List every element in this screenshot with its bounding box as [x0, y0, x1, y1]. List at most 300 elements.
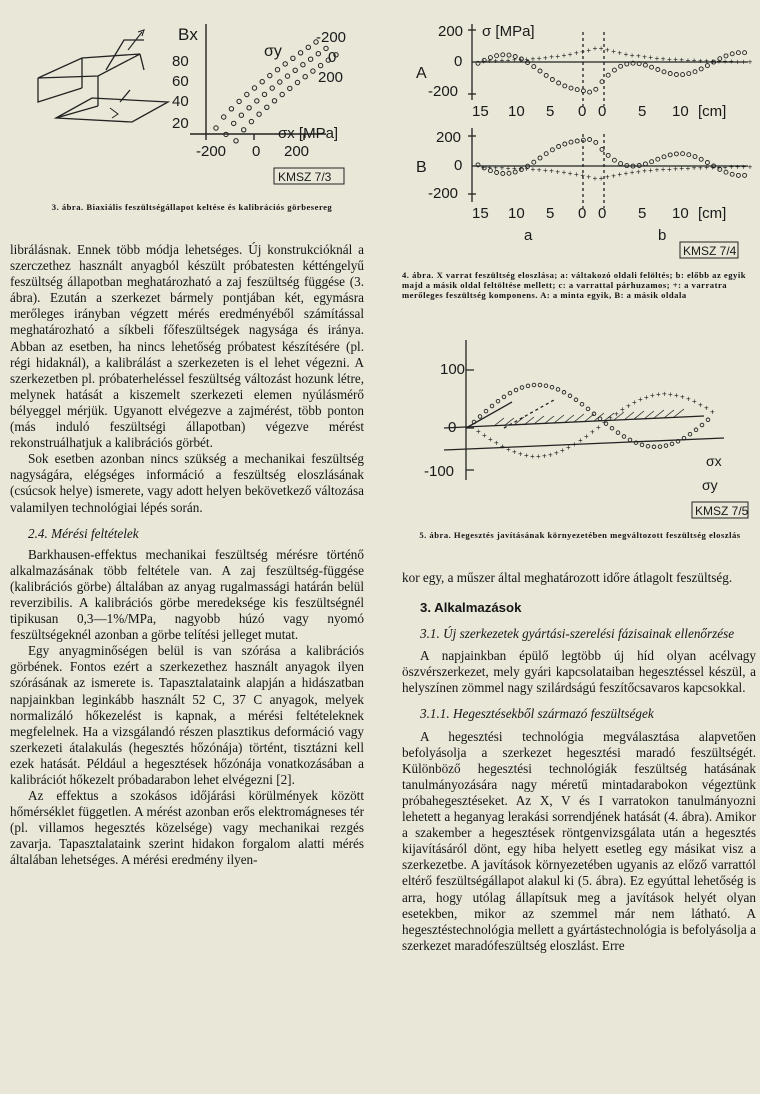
- fig4-plus-point: +: [561, 50, 567, 60]
- fig4-ytick: -200: [428, 83, 459, 100]
- fig4-circle-point: [557, 81, 561, 85]
- fig4-plus-point: +: [660, 165, 666, 175]
- fig3-xtick: 0: [252, 143, 261, 160]
- fig4-ytick: 200: [438, 23, 464, 40]
- fig5-point: [622, 435, 626, 439]
- fig3-point: [232, 121, 236, 125]
- fig4-circle-point: [588, 138, 592, 142]
- fig5-point: [640, 443, 644, 447]
- fig4-plus-point: +: [667, 54, 672, 64]
- fig5-weld-hatch: [494, 409, 684, 426]
- fig5-plus-point: +: [518, 449, 523, 459]
- fig3-point: [252, 86, 256, 90]
- fig3-point: [222, 115, 226, 119]
- fig4-circle-point: [544, 152, 548, 156]
- fig4-circle-point: [643, 162, 647, 166]
- left-column: [10, 242, 364, 869]
- fig4-xtick: 10: [508, 205, 525, 222]
- fig4-plus-point: +: [487, 163, 492, 173]
- fig3-point: [245, 92, 249, 96]
- fig4-plus-point: +: [660, 54, 666, 64]
- fig3-curve-label: σy: [264, 43, 282, 60]
- fig4-plus-point: +: [716, 56, 722, 66]
- fig4-plus-point: +: [530, 165, 536, 175]
- fig4-plus-point: +: [654, 165, 660, 175]
- fig4-plus-point: +: [629, 168, 635, 178]
- fig3-point: [316, 52, 320, 56]
- fig4-circle-point: [736, 173, 740, 177]
- fig4-xtick: [cm]: [698, 103, 727, 120]
- fig4-plus-point: +: [685, 55, 691, 65]
- fig4-plus-point: +: [617, 48, 623, 58]
- fig4-panel-a-marks: [476, 44, 753, 94]
- fig4-circle-point: [594, 140, 598, 144]
- fig5-point: [646, 444, 650, 448]
- fig5-plus-point: +: [476, 427, 481, 436]
- fig5-plus-point: +: [614, 409, 619, 419]
- fig4-plus-point: +: [710, 163, 716, 173]
- fig4-plus-point: +: [679, 55, 685, 65]
- fig5-plus-point: +: [530, 451, 535, 461]
- fig4-plus-point: +: [598, 174, 604, 184]
- fig4-circle-point: [693, 155, 697, 159]
- fig4-plus-point: +: [741, 162, 747, 172]
- fig3-point: [234, 139, 238, 143]
- fig4-circle-point: [681, 73, 685, 77]
- fig3-point: [278, 80, 282, 84]
- fig4-plus-point: +: [586, 45, 592, 55]
- fig4-plus-point: +: [586, 172, 592, 182]
- fig4-plus-point: +: [642, 52, 647, 62]
- fig4-plus-point: +: [574, 48, 579, 58]
- fig5-plus-point: +: [572, 439, 577, 449]
- fig3-point: [260, 80, 264, 84]
- fig5-plus-point: +: [584, 431, 589, 441]
- fig4-plus-point: +: [716, 162, 722, 172]
- fig3-point: [295, 80, 299, 84]
- fig3-series-label: -200: [316, 29, 347, 46]
- fig3-y-label: Bx: [178, 25, 198, 44]
- figure-5: [404, 330, 756, 522]
- fig5-point: [658, 445, 662, 449]
- fig3-ytick: 20: [172, 115, 189, 132]
- fig4-plus-point: +: [691, 163, 697, 173]
- fig4-plus-point: +: [611, 171, 616, 181]
- fig3-ytick: 80: [172, 53, 189, 70]
- fig3-point: [272, 99, 276, 103]
- fig4-plus-point: +: [698, 56, 703, 66]
- fig5-point: [574, 398, 578, 402]
- fig5-point: [478, 415, 482, 419]
- fig4-xtick: 0: [578, 103, 587, 120]
- fig3-point: [229, 107, 233, 111]
- fig4-circle-point: [743, 173, 747, 177]
- fig4-plus-point: +: [530, 54, 536, 64]
- fig4-plus-point: +: [567, 169, 573, 178]
- fig4-ytick: 200: [436, 129, 462, 146]
- fig4-circle-point: [687, 153, 691, 157]
- fig5-point: [586, 407, 590, 411]
- fig4-plus-point: +: [549, 166, 554, 176]
- fig4-circle-point: [588, 90, 592, 94]
- fig5-legend-y: σy: [702, 477, 718, 493]
- fig4-circle-point: [594, 87, 598, 91]
- fig4-plus-point: +: [704, 56, 709, 66]
- fig4-plus-point: +: [493, 56, 499, 66]
- fig4-plus-point: +: [549, 52, 554, 62]
- fig5-plus-point: +: [602, 418, 607, 428]
- fig5-point: [688, 432, 692, 436]
- fig4-circle-point: [650, 160, 654, 164]
- fig4-circle-point: [600, 147, 604, 151]
- fig4-plus-point: +: [605, 45, 610, 55]
- fig3-ytick: 60: [172, 73, 189, 90]
- fig4-plus-point: +: [580, 47, 585, 57]
- fig5-point: [550, 385, 554, 389]
- fig4-plus-point: +: [598, 43, 604, 53]
- fig4-circle-point: [656, 68, 660, 72]
- fig4-xtick: 5: [638, 205, 647, 222]
- fig4-circle-point: [650, 65, 654, 69]
- fig5-plus-point: +: [494, 438, 499, 448]
- fig3-point: [249, 119, 253, 123]
- fig4-circle-point: [687, 72, 691, 76]
- fig4-panel-b: B: [416, 159, 427, 176]
- fig4-plus-point: +: [555, 167, 561, 177]
- fig5-point: [580, 402, 584, 406]
- fig4-circle-point: [532, 160, 536, 164]
- fig5-point: [706, 418, 710, 422]
- fig4-circle-point: [569, 140, 573, 144]
- fig3-point: [303, 75, 307, 79]
- fig3-point: [257, 112, 261, 116]
- fig4-plus-point: +: [629, 50, 635, 60]
- fig4-plus-point: +: [512, 55, 517, 65]
- fig5-plus-point: +: [596, 422, 601, 432]
- fig4-circle-point: [557, 145, 561, 149]
- fig5-plus-point: +: [566, 443, 571, 453]
- fig4-plus-point: +: [481, 56, 486, 66]
- fig4-plus-point: +: [673, 164, 678, 174]
- fig4-plus-point: +: [623, 49, 629, 59]
- fig5-axes: [444, 340, 724, 480]
- fig3-point: [291, 56, 295, 60]
- fig5-plus-point: +: [560, 446, 565, 456]
- fig3-series-label: 0: [328, 49, 337, 66]
- fig3-point: [306, 45, 310, 49]
- figure-4-caption: 4. ábra. X varrat feszültség eloszlása; a: váltakozó oldali felöltés; b: előbb az egyik majd a másik oldal feltöltése mellett; c: a varrattal párhuzamos; +: a varratra merőleges feszültség komponens. A: a minta egyik, B: a másik oldala: [402, 270, 747, 300]
- fig4-xtick: 0: [598, 205, 607, 222]
- fig4-circle-point: [656, 157, 660, 161]
- fig5-plus-point: +: [488, 434, 493, 444]
- fig3-xtick: 200: [284, 143, 310, 160]
- fig5-plus-point: +: [512, 447, 517, 457]
- fig5-plus-point: +: [650, 391, 655, 401]
- fig5-plus-point: +: [590, 427, 595, 437]
- fig3-point: [268, 73, 272, 77]
- paragraph: Az effektus a szokásos időjárási körülmények között hőmérséklet független. A mérést azonban erős elektromágneses tér (pl. villamos hegesztés közelsége) vagy mechanikai rezgés zavarja. Tapasztalataink szerint hidakon forgalom alatti mérés általában lehetséges. A mérési eredmény ilyen-: [10, 788, 364, 868]
- figure-4: [398, 10, 758, 262]
- right-column: [402, 570, 756, 954]
- fig4-y-label: σ [MPa]: [482, 23, 535, 40]
- fig4-plus-point: +: [536, 53, 542, 63]
- fig3-ytick: 40: [172, 93, 189, 110]
- fig5-plus-point: +: [698, 400, 703, 410]
- fig4-sub-b: b: [658, 227, 667, 244]
- fig4-plus-point: +: [499, 56, 505, 66]
- figure-3-caption: 3. ábra. Biaxiális feszültségállapot keltése és kalibrációs görbesereg: [51, 202, 333, 212]
- fig5-ytick: -100: [424, 463, 455, 480]
- fig4-plus-point: +: [747, 162, 753, 172]
- fig3-point: [270, 86, 274, 90]
- fig5-plus-point: +: [554, 448, 559, 458]
- fig4-plus-point: +: [499, 163, 505, 173]
- fig3-xtick: -200: [196, 143, 227, 160]
- fig3-point: [262, 92, 266, 96]
- paragraph: Sok esetben azonban nincs szükség a mechanikai feszültség nagyságára, elégséges információ a feszültség eloszlásának (csúcsok helye) ismerete, vagy adott helyen bekövetkező változása valamilyen technológiai lépés során.: [10, 451, 364, 515]
- fig5-point: [568, 394, 572, 398]
- fig4-xtick: 15: [472, 103, 489, 120]
- fig4-circle-point: [612, 158, 616, 162]
- section-heading-3: 3. Alkalmazások: [420, 600, 522, 616]
- figure-5-caption: 5. ábra. Hegesztés javításának környezetében megváltozott feszültség eloszlás: [419, 530, 741, 540]
- fig5-point: [538, 383, 542, 387]
- fig4-circle-point: [674, 152, 678, 156]
- fig5-plus-point: +: [692, 397, 697, 407]
- fig5-plus-point: +: [536, 452, 541, 461]
- fig4-plus-point: +: [605, 172, 610, 182]
- cruciform-specimen-drawing: [38, 30, 168, 122]
- fig4-circle-point: [674, 73, 678, 77]
- fig4-circle-point: [668, 72, 672, 76]
- fig4-xtick: 5: [546, 103, 555, 120]
- section-heading-3-1: 3.1. Új szerkezetek gyártási-szerelési fázisainak ellenőrzése: [420, 626, 735, 642]
- fig4-plus-point: +: [735, 162, 740, 172]
- fig4-plus-point: +: [685, 163, 691, 173]
- fig3-tag: KMSZ 7/3: [278, 170, 332, 184]
- fig3-point: [239, 113, 243, 117]
- fig4-ytick: -200: [428, 185, 459, 202]
- fig4-plus-point: +: [518, 164, 523, 174]
- fig4-xtick: 5: [546, 205, 555, 222]
- fig5-point: [652, 445, 656, 449]
- fig4-plus-point: +: [592, 174, 598, 184]
- fig4-circle-point: [730, 172, 734, 176]
- fig4-plus-point: +: [673, 55, 678, 65]
- fig4-ytick: 0: [454, 157, 463, 174]
- fig4-plus-point: +: [722, 162, 728, 172]
- fig4-circle-point: [619, 64, 623, 68]
- fig4-xtick: 15: [472, 205, 489, 222]
- fig4-plus-point: +: [729, 57, 734, 67]
- fig3-point: [283, 62, 287, 66]
- fig4-circle-point: [538, 156, 542, 160]
- fig4-circle-point: [699, 157, 703, 161]
- fig5-plus-point: +: [632, 398, 637, 407]
- fig3-point: [265, 105, 269, 109]
- fig4-circle-point: [550, 78, 554, 82]
- fig4-circle-point: [550, 148, 554, 152]
- fig3-point: [288, 86, 292, 90]
- fig4-plus-point: +: [617, 170, 623, 180]
- fig5-point: [514, 388, 518, 392]
- fig4-plus-point: +: [648, 166, 654, 176]
- fig4-plus-point: +: [536, 165, 542, 175]
- fig4-plus-point: +: [481, 163, 486, 173]
- fig4-plus-point: +: [493, 163, 499, 173]
- fig5-plus-point: +: [710, 407, 715, 417]
- fig4-plus-point: +: [555, 51, 561, 61]
- fig3-point: [247, 106, 251, 110]
- fig5-point: [520, 386, 524, 390]
- fig4-circle-point: [681, 152, 685, 156]
- fig4-plus-point: +: [592, 44, 598, 54]
- fig3-point: [285, 74, 289, 78]
- fig5-plus-point: +: [656, 390, 661, 400]
- fig3-point: [237, 99, 241, 103]
- fig4-xtick: 10: [508, 103, 525, 120]
- fig4-ytick: 0: [454, 53, 463, 70]
- fig5-plus-point: +: [680, 392, 685, 402]
- fig3-point: [214, 126, 218, 130]
- fig4-circle-point: [606, 73, 610, 77]
- fig5-plus-point: +: [578, 436, 583, 445]
- fig4-plus-point: +: [648, 53, 654, 63]
- fig5-plus-point: +: [626, 401, 631, 411]
- fig4-xtick: 10: [672, 205, 689, 222]
- fig4-plus-point: +: [741, 57, 747, 67]
- fig4-circle-point: [662, 70, 666, 74]
- paragraph: Egy anyagminőségen belül is van szórása a kalibrációs görbének. Fontos ezért a szerkezethez használt anyagok ilyen szórásának az ismerete is. Tapasztalataink alapján a hidászatban napjainkban leginkább használt 52 C, 37 C anyagok, melyek normalizáló hőkezelést is kapnak, a mérési feltételeknek megfelelnek. Ha a vizsgálandó részen plasztikus deformáció vagy szerkezeti átalakulás (hegesztés hőzónája) történt, tisztázni kell ezek hatását. Például a hegesztések hőzónája vonatkozásában a kalibrációt hőkezelt próbadarabon lehet elvégezni [2].: [10, 643, 364, 787]
- paragraph: A napjainkban épülő legtöbb új híd olyan acélvagy öszvérszerkezet, mely gyári kapcsolataiban hegesztéssel készül, a helyszínen zömmel nagy szilárdságú feszítőcsavaros kapcsokkal.: [402, 648, 756, 696]
- figure-3: [20, 10, 370, 190]
- fig4-plus-point: +: [543, 166, 548, 176]
- fig5-plus-point: +: [674, 390, 679, 400]
- fig5-plus-point: +: [686, 394, 691, 404]
- fig5-plus-point: +: [608, 413, 613, 423]
- fig5-plus-point: +: [668, 390, 673, 399]
- fig4-plus-point: +: [710, 56, 716, 66]
- fig4-circle-point: [606, 153, 610, 157]
- fig4-plus-point: +: [636, 167, 641, 177]
- fig5-point: [532, 383, 536, 387]
- fig4-xtick: 0: [578, 205, 587, 222]
- fig4-circle-point: [544, 73, 548, 77]
- fig5-point: [616, 431, 620, 435]
- fig3-x-label: σx [MPa]: [278, 125, 339, 142]
- fig4-xtick: 0: [598, 103, 607, 120]
- fig3-point: [275, 68, 279, 72]
- fig4-circle-point: [575, 88, 579, 92]
- fig4-circle-point: [662, 155, 666, 159]
- fig4-sub-a: a: [524, 227, 533, 244]
- fig4-tag: KMSZ 7/4: [683, 244, 737, 258]
- fig3-point: [318, 63, 322, 67]
- fig4-plus-point: +: [543, 53, 548, 63]
- fig4-plus-point: +: [722, 57, 728, 67]
- fig4-xtick: [cm]: [698, 205, 727, 222]
- fig5-point: [490, 404, 494, 408]
- fig4-panel-a: A: [416, 65, 427, 82]
- fig4-plus-point: +: [518, 55, 523, 65]
- fig4-plus-point: +: [512, 164, 517, 174]
- paragraph: Barkhausen-effektus mechanikai feszültség mérésre történő alkalmazásának több feltétele van. A zaj feszültség-függése (kalibrációs görbe) általában az anyag rugalmassági határán belül reverzibilis. A kalibrációs görbe meredeksége kis feszültségnél tipikusan 0,3—1%/MPa, nagyobb húzó vagy nyomó feszültségeknél azonban a görbe telítési jelleget mutat.: [10, 546, 364, 643]
- fig4-plus-point: +: [654, 53, 660, 63]
- fig5-ytick: 100: [440, 361, 466, 378]
- fig5-plus-point: +: [506, 445, 511, 454]
- fig4-plus-point: +: [487, 56, 492, 66]
- fig4-plus-point: +: [567, 49, 573, 59]
- fig4-plus-point: +: [636, 51, 641, 61]
- fig4-circle-point: [563, 142, 567, 146]
- fig5-ytick: 0: [448, 419, 457, 436]
- fig4-xtick: 5: [638, 103, 647, 120]
- fig5-point: [670, 442, 674, 446]
- fig4-circle-point: [538, 69, 542, 73]
- fig5-plus-point: +: [644, 392, 649, 402]
- fig5-legend-x: σx: [706, 453, 722, 469]
- fig5-point: [526, 384, 530, 388]
- fig4-plus-point: +: [735, 57, 740, 67]
- fig5-point: [664, 444, 668, 448]
- fig4-plus-point: +: [642, 166, 647, 176]
- fig5-point: [610, 426, 614, 430]
- fig4-plus-point: +: [704, 163, 709, 173]
- fig4-plus-point: +: [505, 163, 511, 173]
- fig4-circle-point: [730, 52, 734, 56]
- fig5-plus-point: +: [542, 451, 547, 461]
- fig4-plus-point: +: [667, 164, 672, 174]
- section-heading-3-1-1: 3.1.1. Hegesztésekből származó feszültségek: [420, 706, 654, 722]
- fig3-series-label: 200: [318, 69, 344, 86]
- fig5-plus-point: +: [662, 389, 667, 399]
- fig5-plus-point: +: [704, 403, 709, 413]
- fig4-circle-point: [569, 86, 573, 90]
- fig4-circle-point: [693, 70, 697, 74]
- fig5-point: [592, 412, 596, 416]
- fig4-circle-point: [668, 153, 672, 157]
- fig5-plus-point: +: [524, 451, 529, 460]
- fig4-plus-point: +: [580, 171, 585, 181]
- fig5-plus-point: +: [548, 450, 553, 460]
- fig5-point: [556, 388, 560, 392]
- fig5-point: [484, 409, 488, 413]
- fig5-point: [502, 395, 506, 399]
- fig4-plus-point: +: [698, 163, 703, 173]
- fig3-point: [298, 51, 302, 55]
- fig5-plus-point: +: [482, 431, 487, 440]
- fig4-plus-point: +: [691, 56, 697, 66]
- fig5-point: [700, 423, 704, 427]
- paragraph: A hegesztési technológia megválasztása alapvetően befolyásolja a szerkezet hegesztési maradó feszültségét. Különböző hegesztési technológiák feszültség hatásának tanulmányozására nagy méretű mintadarabokon végeztünk próbahegesztéseket. Az X, V és I varratokon tanulmányozni lehetett a heganyag lerakási sorrendjének hatását (4. ábra). Amikor a szakember a hegesztések röntgenvizsgálata után a hegesztés kijavításáról dönt, egy hiba helyett esetleg egy másikat visz a szerkezetbe. A javítások környezetében ugyanis az előző varrattól eltérő feszültségállapot alakul ki (5. ábra). Ez egyúttal lehetőség is arra, hogy utólag állapítsuk meg a javítások helyét olyan esetekben, mikor az szemmel már nem látható. A hegesztéstechnológia mellett a gyártástechnológia is befolyásolja a szerkezet maradófeszültség eloszlást. Erre: [402, 728, 756, 953]
- fig5-point: [694, 428, 698, 432]
- fig5-plus-point: +: [500, 442, 505, 451]
- fig5-point: [496, 399, 500, 403]
- fig4-plus-point: +: [524, 54, 530, 64]
- fig5-plus-point: +: [638, 395, 643, 405]
- fig5-point: [508, 391, 512, 395]
- fig4-circle-point: [532, 65, 536, 69]
- fig3-point: [293, 68, 297, 72]
- paragraph: librálásnak. Ennek több módja lehetséges. Új konstrukcióknál a szerczethez használt anyagból készült próbatesten kétténgelyű feszültség állapotban meghatározható a zaj feszültség függése (3. ábra). Ezután a szerkezet bármely pontjában két, egymásra merőleges irányban végzett mérés eredményéből számítással meghatározható a síkbeli főfeszültségek nagysága és iránya. Abban az esetben, ha nincs lehetőség próbatest készítésére (pl. régi hidaknál), a kalibrálást a szerkezeten is el lehet végezni. A szerkezetben pl. próbaterheléssel feszültség változást hozunk létre, melynek hatását a kiszemelt szerkezeti elemen nyúlásmérő bélyeggel mérjük. Ugyanott elvégezve a zajmérést, több ponton (más induló feszültségi állapotban) végezve mérést rekonstruálhatjuk a kalibrációs görbét.: [10, 242, 364, 451]
- section-heading-2-4: 2.4. Mérési feltételek: [28, 525, 139, 541]
- fig4-circle-point: [743, 51, 747, 55]
- fig5-point: [562, 391, 566, 395]
- fig3-point: [255, 99, 259, 103]
- fig3-point: [280, 92, 284, 96]
- fig5-tag: KMSZ 7/5: [695, 504, 749, 518]
- fig4-plus-point: +: [524, 164, 530, 174]
